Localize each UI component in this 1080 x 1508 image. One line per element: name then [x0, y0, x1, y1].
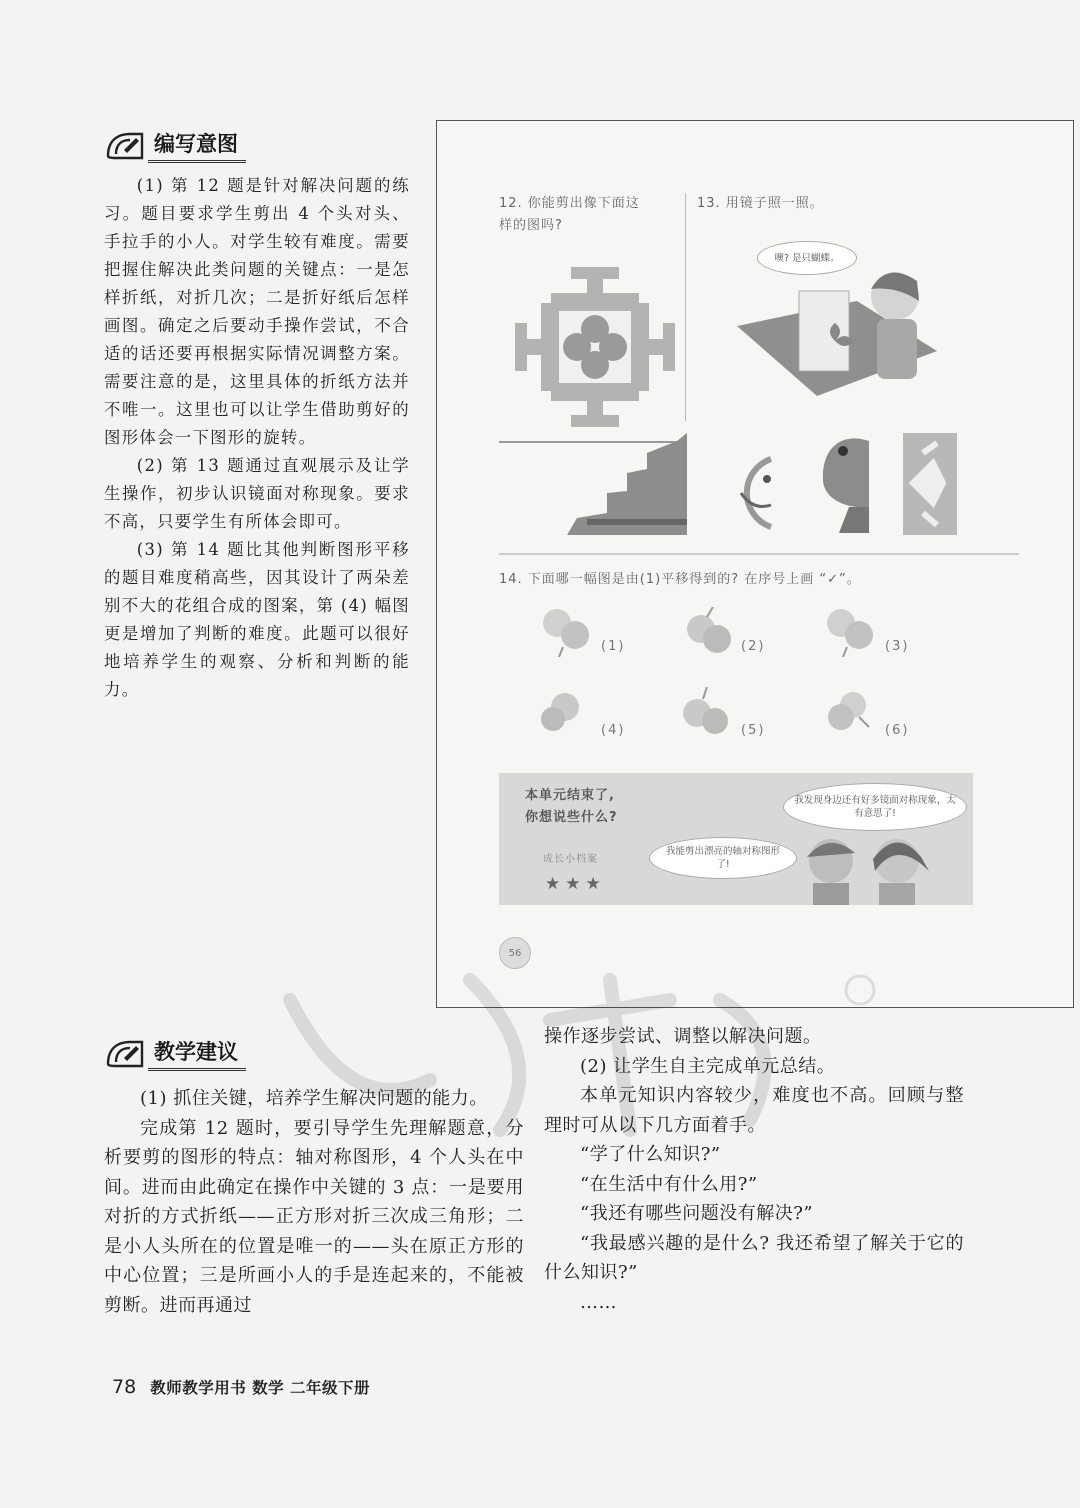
- option-label: (3): [885, 639, 910, 654]
- summary-stars: ★★★: [545, 874, 606, 894]
- temple-half-figure: [567, 433, 687, 535]
- textbook-page-figure: [436, 120, 1074, 1008]
- section-heading-writing-intent: [104, 128, 246, 163]
- flower-option-5: [677, 687, 737, 737]
- option-label: (4): [601, 723, 626, 738]
- children-illustration: [779, 827, 959, 905]
- flower-option-6: [821, 687, 881, 737]
- paragraph: “在生活中有什么用?”: [580, 1173, 758, 1195]
- textbook-page-number: 56: [499, 937, 531, 969]
- option-label: (1): [601, 639, 626, 654]
- paragraph: 操作逐步尝试、调整以解决问题。: [544, 1026, 822, 1047]
- paragraph: 本单元知识内容较少，难度也不高。回顾与整理时可从以下几方面着手。: [544, 1085, 964, 1136]
- section-divider: [499, 553, 1019, 555]
- teaching-suggestions-right-column: [544, 1022, 964, 1317]
- bird-half-figure: [809, 421, 869, 533]
- book-title: 教师教学用书 数学 二年级下册: [150, 1379, 370, 1397]
- paragraph: 完成第 12 题时，要引导学生先理解题意，分析要剪的图形的特点：轴对称图形，4 个人头在中间。进而由此确定在操作中关键的 3 点：一是要用对折的方式折纸——正方形对折三次成三角形；二是小人头所在的位置是唯一的——头在原正方形的中心位置；三是所画小人的手是连起来的，不能被剪断。进而再通过: [104, 1117, 524, 1316]
- page-footer: [112, 1376, 370, 1398]
- question-14: 14. 下面哪一幅图是由(1)平移得到的? 在序号上画 “✓”。: [499, 572, 861, 587]
- smile-face-half-figure: [727, 453, 777, 533]
- paragraph: “学了什么知识?”: [580, 1144, 721, 1165]
- speech-bubble-girl: 我能剪出漂亮的轴对称图形了!: [649, 837, 797, 879]
- pencil-scroll-icon: [104, 130, 146, 162]
- flower-option-3: [821, 607, 881, 657]
- summary-line-2: 你想说些什么?: [525, 810, 618, 825]
- paragraph: “我最感兴趣的是什么? 我还希望了解关于它的什么知识?”: [544, 1232, 964, 1283]
- pencil-scroll-icon: [104, 1038, 146, 1070]
- speech-bubble-boy: 我发现身边还有好多镜面对称现象，太有意思了!: [783, 783, 967, 831]
- speech-bubble-13: 噢? 是只蝴蝶。: [757, 241, 857, 275]
- paragraph: (3) 第 14 题比其他判断图形平移的题目难度稍高些，因其设计了两朵差别不大的花组合成的图案，第 (4) 幅图更是增加了判断的难度。此题可以很好地培养学生的观察、分析和判断的能力。: [104, 540, 410, 699]
- paragraph: (1) 抓住关键，培养学生解决问题的能力。: [140, 1088, 488, 1109]
- paper-cut-people-figure: [515, 267, 675, 427]
- paragraph: “我还有哪些问题没有解决?”: [580, 1203, 814, 1224]
- paragraph: (1) 第 12 题是针对解决问题的练习。题目要求学生剪出 4 个头对头、手拉手的小人。对学生较有难度。需要把握住解决此类问题的关键点：一是怎样折纸，对折几次；二是折好纸后怎样画图。确定之后要动手操作尝试，不合适的话还要再根据实际情况调整方案。需要注意的是，这里具体的折纸方法并不唯一。这里也可以让学生借助剪好的图形体会一下图形的旋转。: [104, 176, 410, 447]
- divider: [685, 193, 686, 421]
- paragraph: (2) 第 13 题通过直观展示及让学生操作，初步认识镜面对称现象。要求不高，只要学生有所体会即可。: [104, 456, 410, 531]
- option-label: (2): [741, 639, 766, 654]
- option-label: (6): [885, 723, 910, 738]
- page-number: 78: [112, 1376, 137, 1398]
- teaching-suggestions-left-column: [104, 1084, 524, 1320]
- snowflake-half-figure: [903, 433, 957, 535]
- summary-line-1: 本单元结束了,: [525, 788, 615, 803]
- section-heading-teaching-suggestions: [104, 1036, 246, 1071]
- section-title: 编写意图: [148, 128, 246, 163]
- section-title: 教学建议: [148, 1036, 246, 1071]
- paragraph: ……: [580, 1291, 617, 1313]
- flower-option-2: [677, 607, 737, 657]
- question-13: 13. 用镜子照一照。: [697, 196, 824, 211]
- flower-option-1: [537, 607, 597, 657]
- summary-small-label: 成长小档案: [543, 854, 598, 865]
- paragraph: (2) 让学生自主完成单元总结。: [580, 1055, 836, 1077]
- question-12: 12. 你能剪出像下面这样的图吗?: [499, 196, 640, 233]
- writing-intent-text: [104, 172, 410, 704]
- flower-option-4: [537, 687, 597, 737]
- option-label: (5): [741, 723, 766, 738]
